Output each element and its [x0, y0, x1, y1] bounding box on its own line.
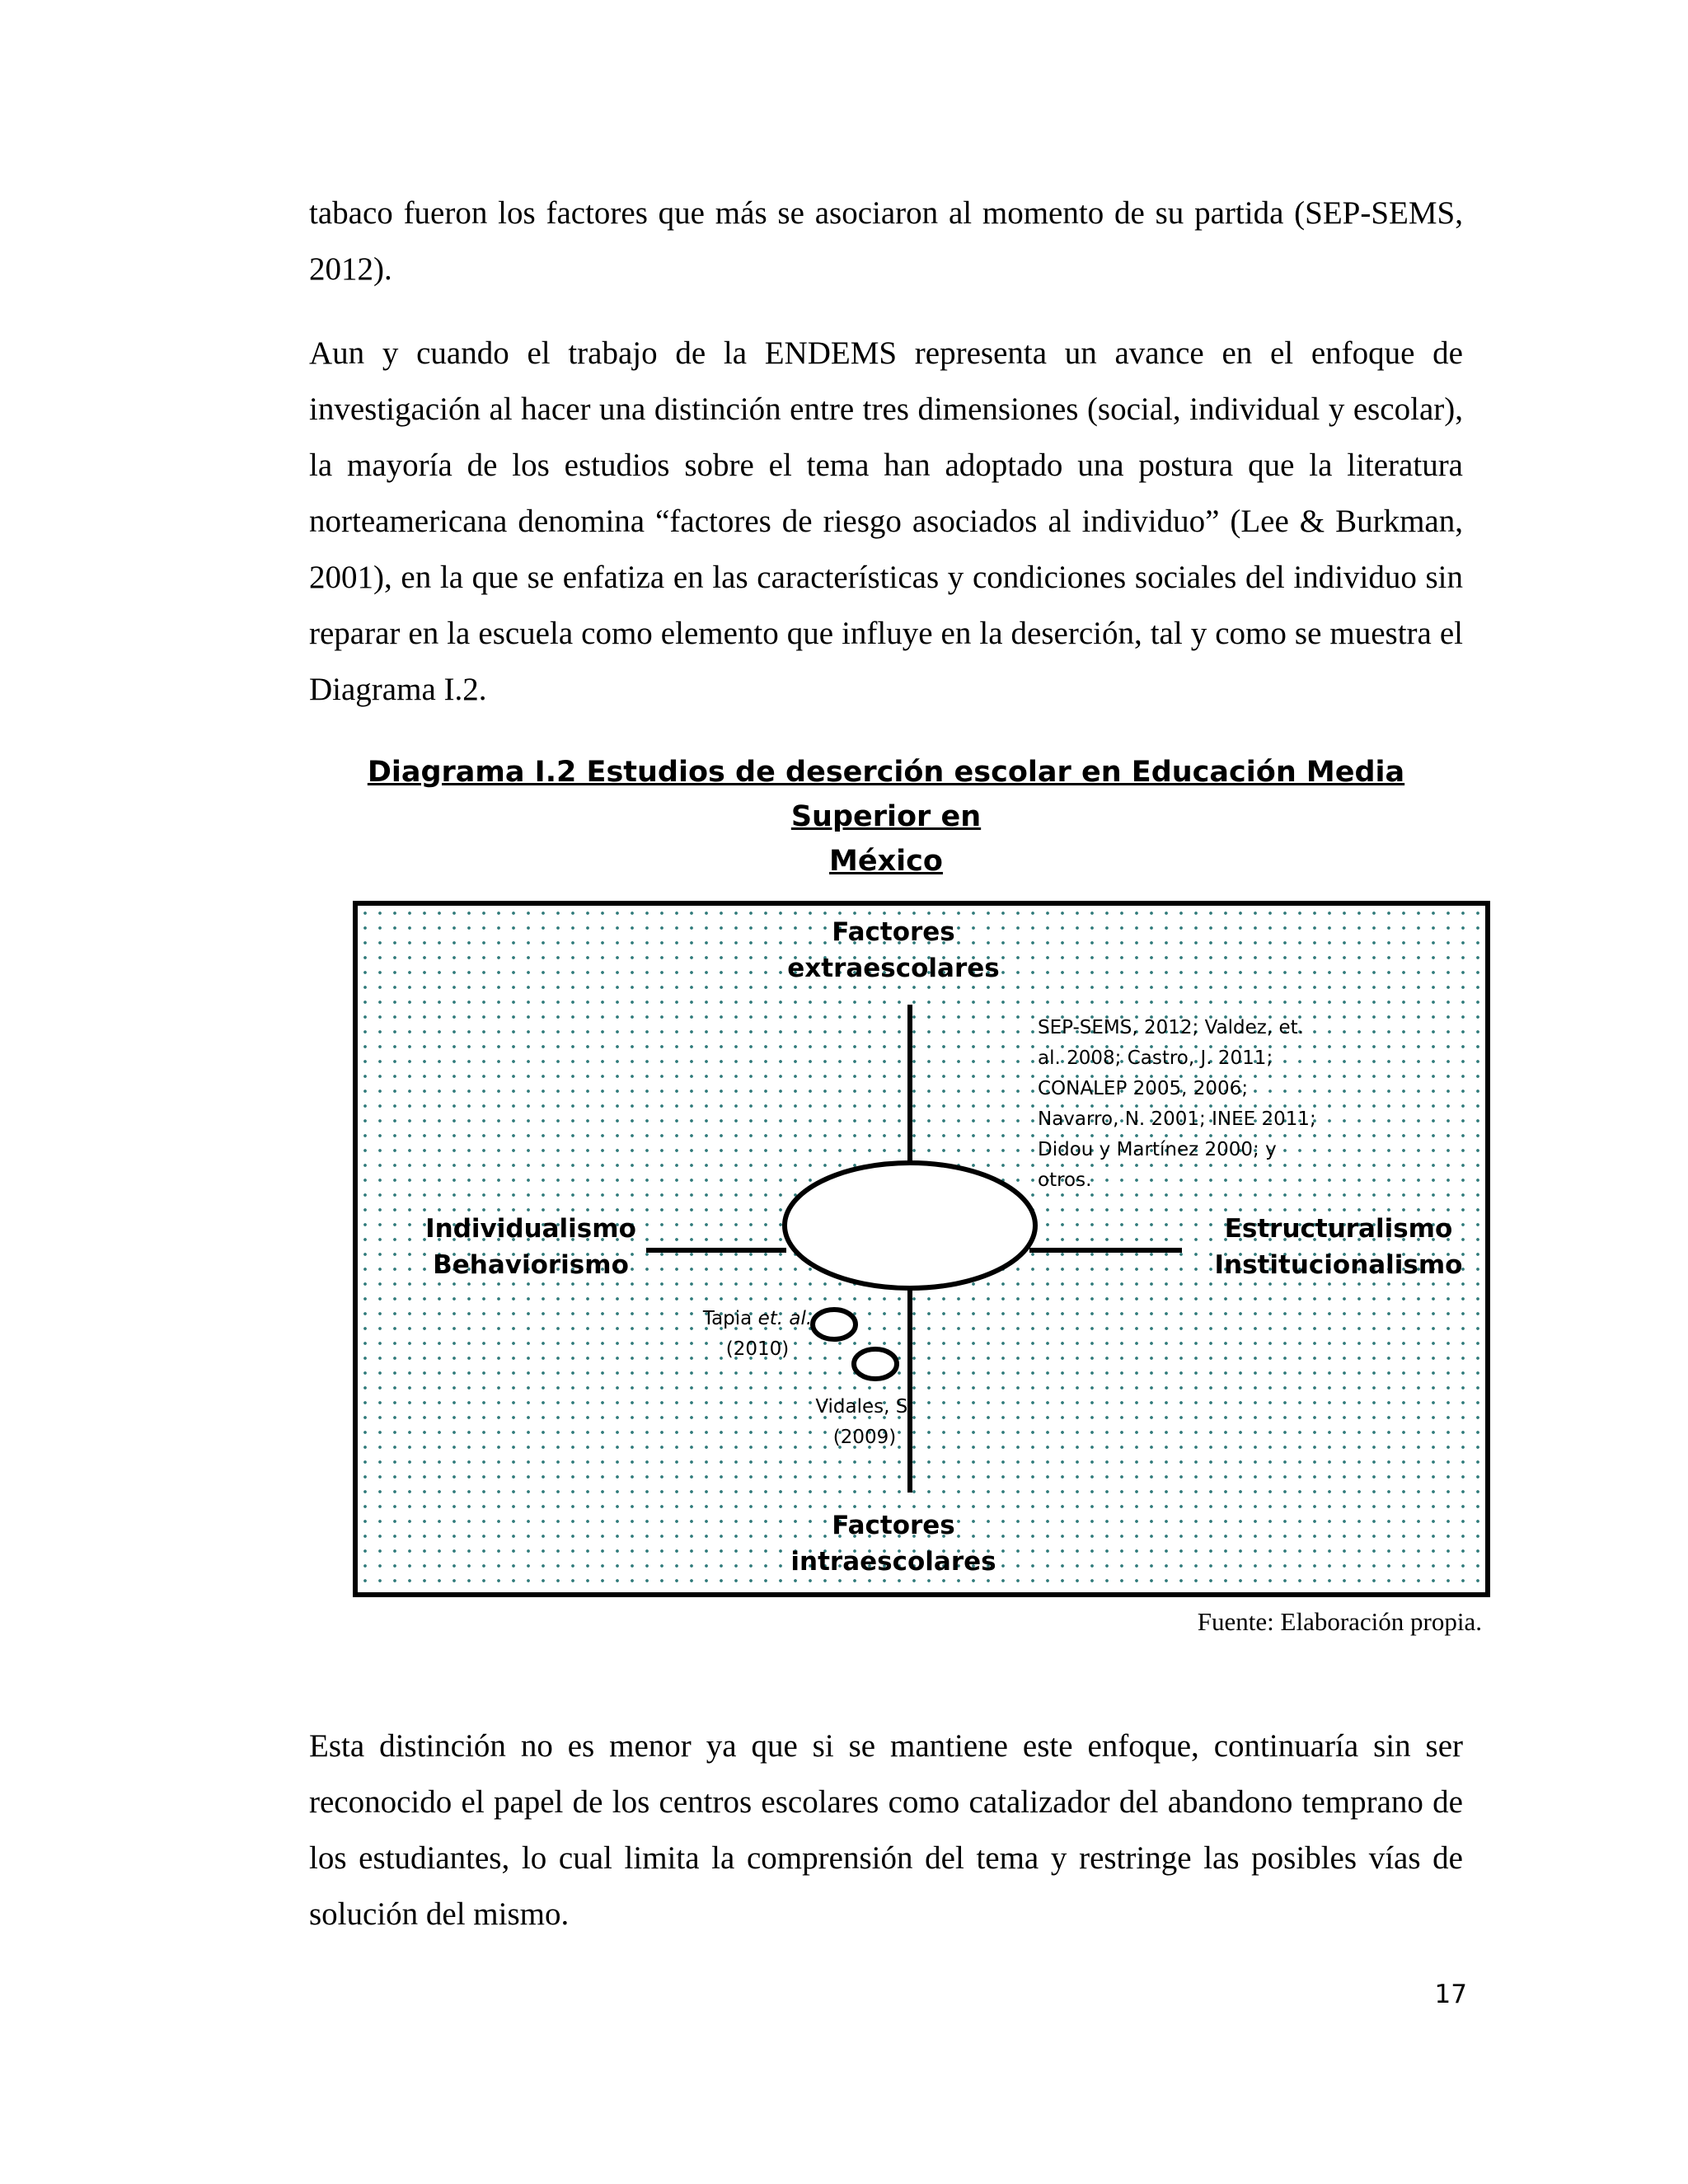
reference-tapia	[654, 1304, 860, 1365]
reference-tapia-year: (2010)	[725, 1338, 790, 1360]
body-paragraph-2: Aun y cuando el trabajo de la ENDEMS representa un avance en el enfoque de investigación al hacer una distinción entre tres dimensiones (social, individual y escolar), la mayoría de los estudios sobre el tema han adoptado una postura que la literatura norteamericana denomina “factores de riesgo asociados al individuo” (Lee & Burkman, 2001), en la que se enfatiza en las características y condiciones sociales del individuo sin reparar en la escuela como elemento que influye en la deserción, tal y como se muestra el Diagrama I.2.	[309, 335, 1463, 707]
reference-line-6: otros.	[1038, 1169, 1092, 1191]
label-top-line-2: extraescolares	[787, 954, 1000, 983]
reference-line-5: Didou y Martínez 2000; y	[1038, 1139, 1277, 1160]
reference-tapia-name: Tapia	[702, 1308, 758, 1329]
reference-line-2: al. 2008; Castro, J. 2011;	[1038, 1047, 1273, 1069]
label-individualismo	[407, 1211, 654, 1283]
reference-vidales-year: (2009)	[832, 1427, 897, 1448]
reference-line-1: SEP-SEMS, 2012; Valdez, et.	[1038, 1017, 1304, 1038]
body-paragraph-1: tabaco fueron los factores que más se asociaron al momento de su partida (SEP-SEMS, 2012).	[309, 195, 1463, 287]
label-estructuralismo	[1198, 1211, 1479, 1283]
diagram-title-line-1: Diagrama I.2 Estudios de deserción escolar en Educación Media Superior en	[367, 756, 1405, 833]
label-factores-intraescolares	[737, 1507, 1050, 1580]
diagram-source: Fuente: Elaboración propia.	[1197, 1607, 1482, 1636]
diagram-title-line-2: México	[829, 845, 943, 878]
center-ellipse	[785, 1163, 1035, 1288]
references-main	[1038, 1013, 1316, 1196]
reference-line-4: Navarro, N. 2001; INEE 2011;	[1038, 1108, 1316, 1130]
body-paragraph-3: Esta distinción no es menor ya que si se mantiene este enfoque, continuaría sin ser reconocido el papel de los centros escolares como catalizador del abandono temprano de los estudiantes, lo cual limita la comprensión del tema y restringe las posibles vías de solución del mismo.	[309, 1728, 1463, 1932]
label-top-line-1: Factores	[832, 917, 955, 947]
label-bottom-line-2: intraescolares	[790, 1547, 996, 1577]
reference-tapia-etal: et. al.	[757, 1308, 813, 1329]
label-left-line-1: Individualismo	[425, 1214, 636, 1244]
diagram-box	[353, 901, 1490, 1597]
diagram-title	[309, 750, 1463, 883]
reference-vidales	[762, 1392, 968, 1453]
reference-vidales-name: Vidales, S.	[815, 1396, 914, 1418]
label-right-line-1: Estructuralismo	[1224, 1214, 1453, 1244]
label-right-line-2: Institucionalismo	[1214, 1250, 1463, 1280]
page-number: 17	[1434, 1980, 1467, 2009]
reference-line-3: CONALEP 2005, 2006;	[1038, 1078, 1249, 1099]
label-factores-extraescolares	[737, 914, 1050, 987]
reference-tapia-line-1	[654, 1304, 860, 1334]
label-bottom-line-1: Factores	[832, 1511, 955, 1540]
label-left-line-2: Behaviorismo	[433, 1250, 629, 1280]
